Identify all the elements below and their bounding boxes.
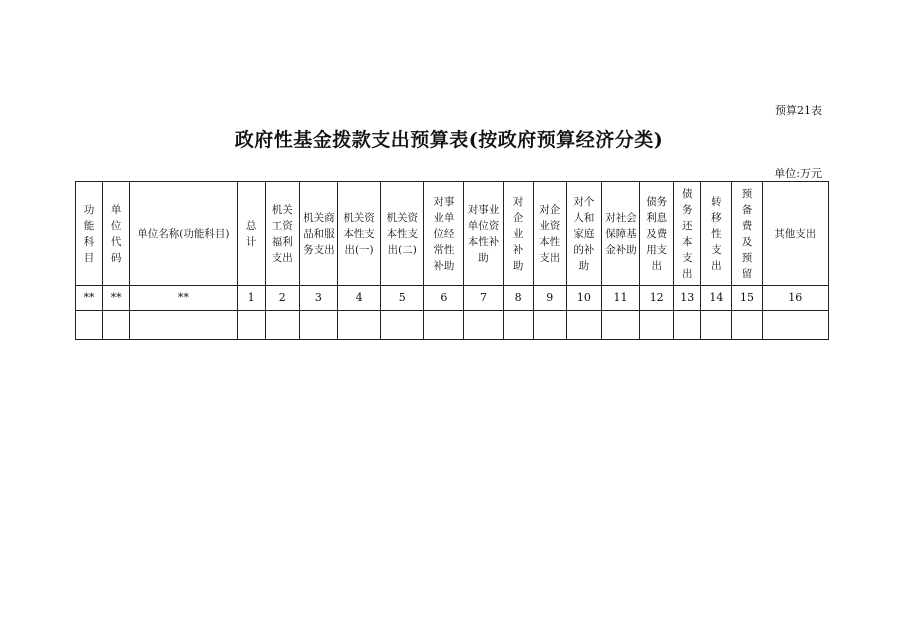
header-row (76, 182, 829, 286)
code-cell: ** (103, 286, 130, 311)
empty-cell (76, 311, 103, 340)
empty-cell (237, 311, 265, 340)
empty-cell (640, 311, 674, 340)
empty-cell (299, 311, 337, 340)
code-cell: 7 (464, 286, 503, 311)
col-header-household-subsidy: 对个人和家庭的补助 (566, 182, 601, 286)
empty-cell (701, 311, 732, 340)
code-cell: 13 (674, 286, 701, 311)
code-cell: 2 (265, 286, 299, 311)
code-cell: 8 (503, 286, 533, 311)
col-header-function-subject: 功能科目 (76, 182, 103, 286)
empty-cell (533, 311, 566, 340)
col-header-transfer: 转移性支出 (701, 182, 732, 286)
col-header-total: 总计 (237, 182, 265, 286)
col-header-capital-1: 机关资本性支出(一) (337, 182, 380, 286)
col-header-debt-principal: 债务还本支出 (674, 182, 701, 286)
code-cell: 4 (337, 286, 380, 311)
col-header-institution-regular: 对事业单位经常性补助 (424, 182, 464, 286)
code-cell: 1 (237, 286, 265, 311)
code-cell: 14 (701, 286, 732, 311)
col-header-institution-capital: 对事业单位资本性补助 (464, 182, 503, 286)
code-cell: ** (76, 286, 103, 311)
empty-cell (566, 311, 601, 340)
page-title: 政府性基金拨款支出预算表(按政府预算经济分类) (234, 129, 664, 151)
code-cell: 3 (299, 286, 337, 311)
col-header-social-security: 对社会保障基金补助 (601, 182, 639, 286)
empty-cell (732, 311, 762, 340)
code-cell: 10 (566, 286, 601, 311)
empty-cell (381, 311, 424, 340)
col-header-debt-interest: 债务利息及费用支出 (640, 182, 674, 286)
code-cell: 9 (533, 286, 566, 311)
empty-cell (601, 311, 639, 340)
col-header-other: 其他支出 (762, 182, 828, 286)
col-header-unit-name: 单位名称(功能科目) (130, 182, 237, 286)
empty-cell (464, 311, 503, 340)
col-header-unit-code: 单位代码 (103, 182, 130, 286)
col-header-enterprise-subsidy: 对企业补助 (503, 182, 533, 286)
col-header-enterprise-capital: 对企业资本性支出 (533, 182, 566, 286)
empty-cell (503, 311, 533, 340)
code-row (76, 286, 829, 311)
empty-cell (424, 311, 464, 340)
col-header-reserve: 预备费及预留 (732, 182, 762, 286)
code-cell: ** (130, 286, 237, 311)
col-header-salary-welfare: 机关工资福利支出 (265, 182, 299, 286)
code-cell: 15 (732, 286, 762, 311)
col-header-goods-services: 机关商品和服务支出 (299, 182, 337, 286)
code-cell: 12 (640, 286, 674, 311)
table-number: 预算21表 (775, 104, 822, 117)
code-cell: 11 (601, 286, 639, 311)
empty-cell (103, 311, 130, 340)
code-cell: 16 (762, 286, 828, 311)
empty-cell (674, 311, 701, 340)
empty-cell (130, 311, 237, 340)
code-cell: 5 (381, 286, 424, 311)
unit-label: 单位:万元 (774, 167, 822, 180)
budget-table (75, 181, 829, 340)
empty-data-row (76, 311, 829, 340)
empty-cell (762, 311, 828, 340)
empty-cell (337, 311, 380, 340)
empty-cell (265, 311, 299, 340)
col-header-capital-2: 机关资本性支出(二) (381, 182, 424, 286)
code-cell: 6 (424, 286, 464, 311)
